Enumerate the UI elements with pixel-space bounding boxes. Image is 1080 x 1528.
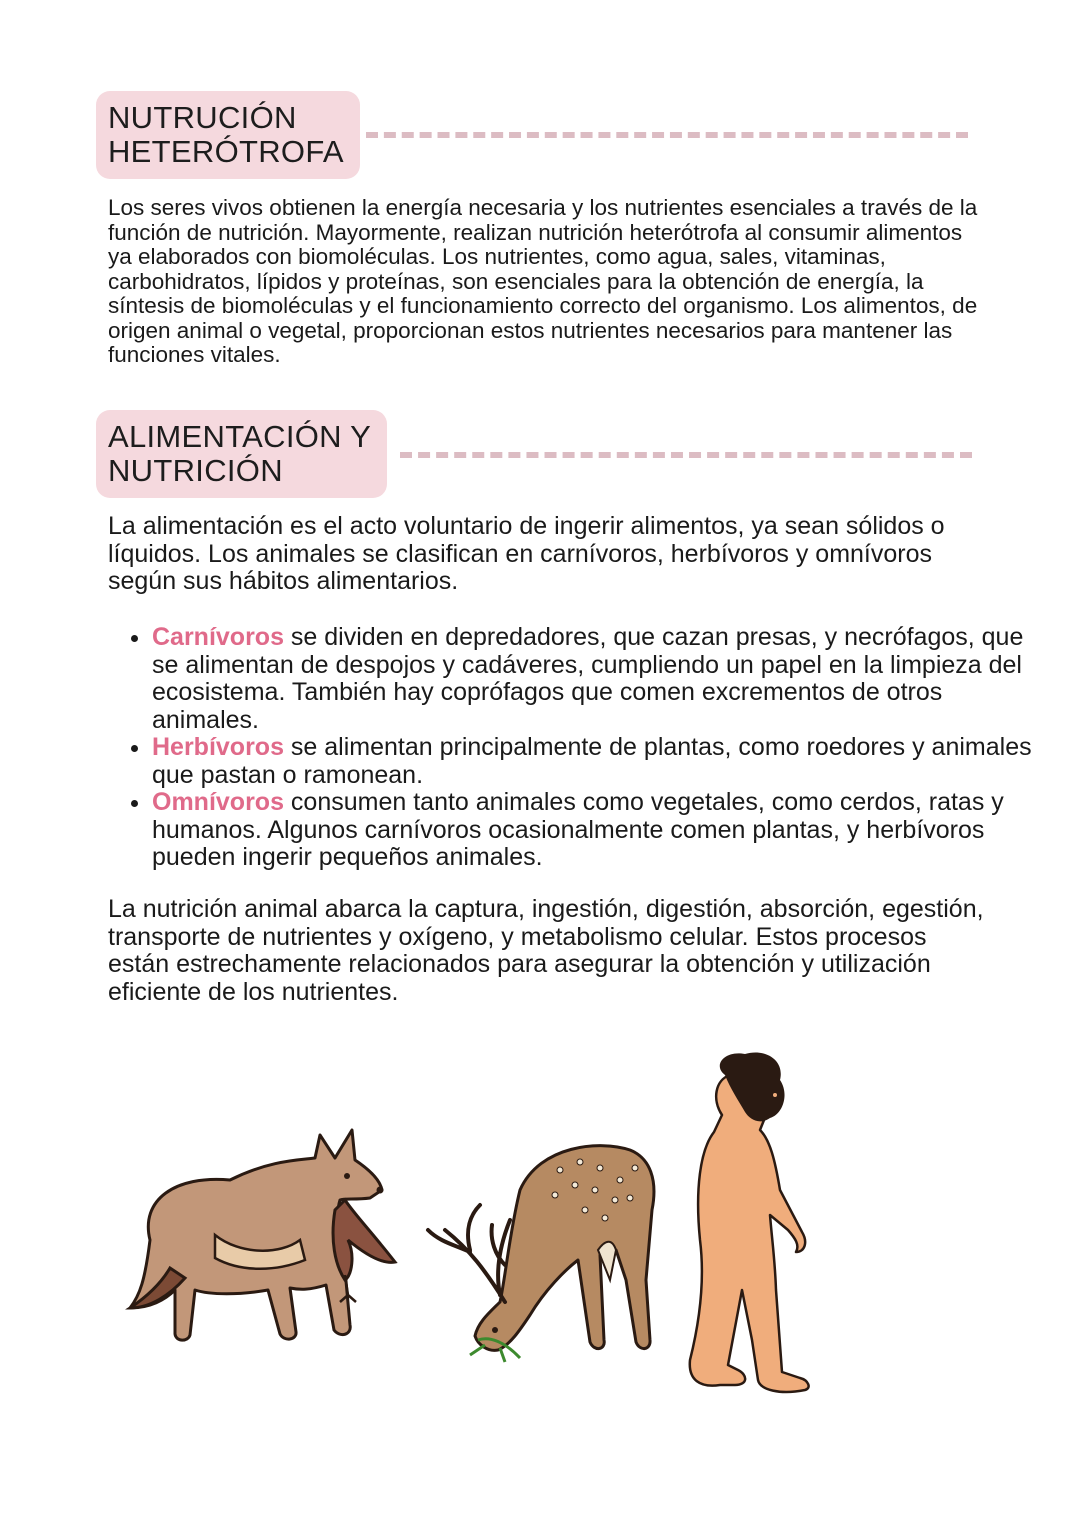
paragraph-nutricion-animal: La nutrición animal abarca la captura, ingestión, digestión, absorción, egestión, transporte de nutrientes y oxígeno, y metabolismo celular. Estos procesos están estrechamente relacionados para asegurar la obtención y utilización eficiente de los nutrientes. <box>108 895 984 1006</box>
dashed-divider <box>366 132 968 138</box>
section-heading-alimentacion <box>96 410 387 498</box>
term-omnivoros: Omnívoros <box>152 788 284 816</box>
heading-line: HETERÓTROFA <box>108 134 344 169</box>
wolf-icon <box>130 1130 395 1340</box>
list-item-carnivoros <box>152 624 1032 734</box>
heading-box <box>96 91 360 179</box>
list-item-herbivoros <box>152 734 1032 789</box>
list-item-text: se alimentan principalmente de plantas, como roedores y animales que pastan o ramonean. <box>152 733 1032 789</box>
heading-line: ALIMENTACIÓN Y <box>108 419 372 454</box>
section-heading-nutricion-heterotrofa <box>96 91 360 179</box>
heading-line: NUTRUCIÓN <box>108 100 297 135</box>
heading-line: NUTRICIÓN <box>108 453 283 488</box>
animals-illustration <box>0 1040 1080 1420</box>
human-icon <box>690 1052 809 1392</box>
heading-box <box>96 410 387 498</box>
paragraph-nutricion-heterotrofa: Los seres vivos obtienen la energía necesaria y los nutrientes esenciales a través de la función de nutrición. Mayormente, realizan nutrición heterótrofa al consumir alimentos ya elaborados con biomoléculas. Los nutrientes, como agua, sales, vitaminas, carbohidratos, lípidos y proteínas, son esenciales para la obtención de energía, la síntesis de biomoléculas y el funcionamiento correcto del organismo. Los alimentos, de origen animal o vegetal, proporcionan estos nutrientes necesarios para mantener las funciones vitales. <box>108 195 978 367</box>
list-item-text: se dividen en depredadores, que cazan presas, y necrófagos, que se alimentan de despojos y cadáveres, cumpliendo un papel en la limpieza del ecosistema. También hay coprófagos que comen excrementos de otros animales. <box>152 623 1024 734</box>
list-item-omnivoros <box>152 789 1032 872</box>
term-carnivoros: Carnívoros <box>152 623 284 651</box>
diet-types-list <box>108 624 1032 872</box>
dashed-divider <box>400 452 972 458</box>
deer-icon <box>428 1146 654 1362</box>
term-herbivoros: Herbívoros <box>152 733 284 761</box>
paragraph-alimentacion-intro: La alimentación es el acto voluntario de ingerir alimentos, ya sean sólidos o líquidos. Los animales se clasifican en carnívoros, herbívoros y omnívoros según sus hábitos alimentarios. <box>108 512 945 595</box>
list-item-text: consumen tanto animales como vegetales, como cerdos, ratas y humanos. Algunos carnívoros ocasionalmente comen plantas, y herbívoros pueden ingerir pequeños animales. <box>152 788 1004 871</box>
